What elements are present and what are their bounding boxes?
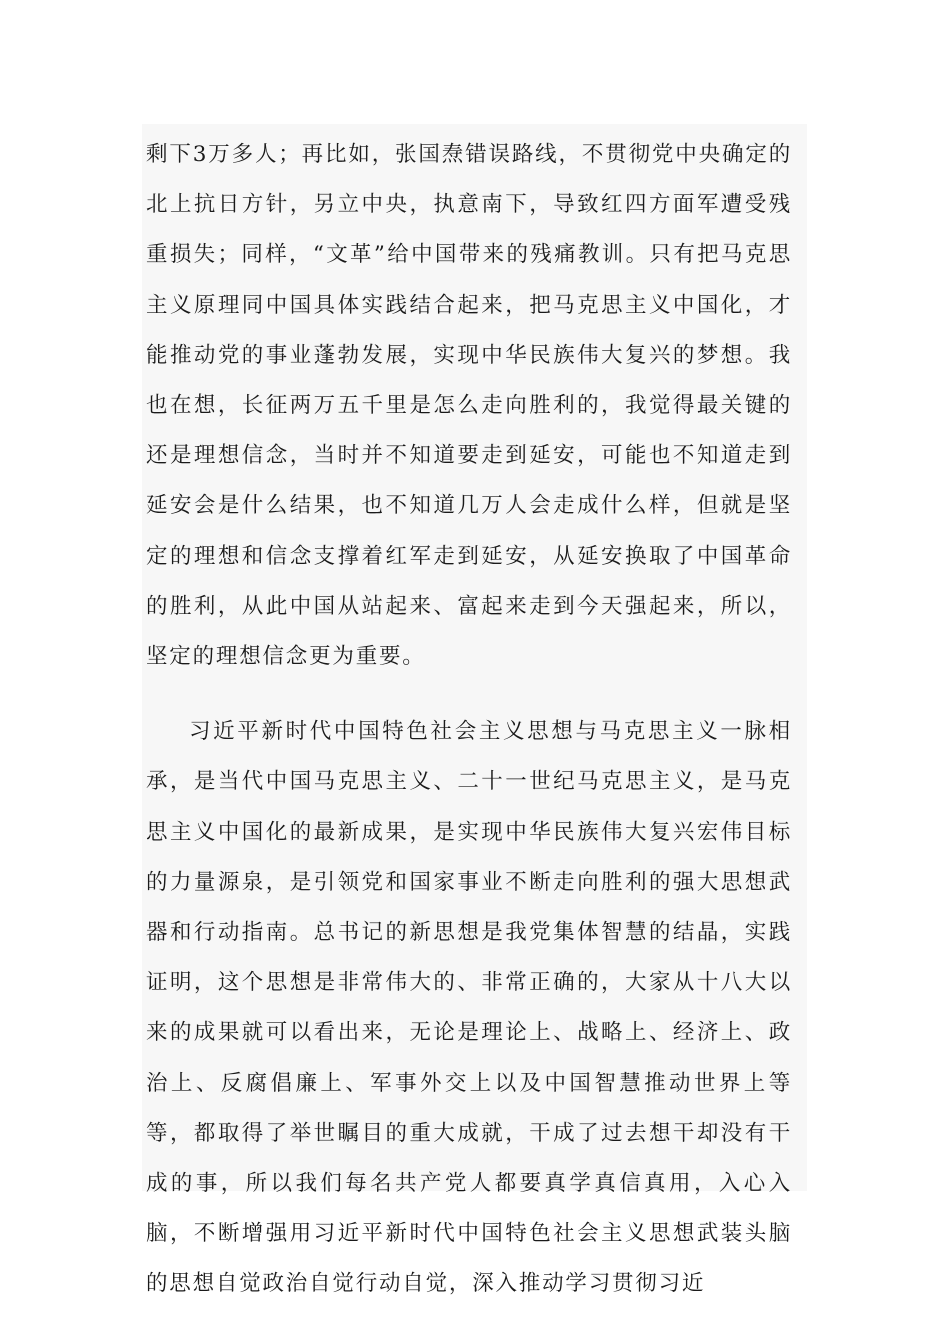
paragraph-continued: 剩下3万多人；再比如，张国焘错误路线，不贯彻党中央确定的北上抗日方针，另立中央，执意南下，导致红四方面军遭受残重损失；同样，“文革”给中国带来的残痛教训。只有把马克思主义原理同中国具体实践结合起来，把马克思主义中国化，才能推动党的事业蓬勃发展，实现中华民族伟大复兴的梦想。我也在想，长征两万五千里是怎么走向胜利的，我觉得最关键的还是理想信念，当时并不知道要走到延安，可能也不知道走到延安会是什么结果，也不知道几万人会走成什么样，但就是坚定的理想和信念支撑着红军走到延安，从延安换取了中国革命的胜利，从此中国从站起来、富起来走到今天强起来，所以，坚定的理想信念更为重要。: [146, 142, 792, 670]
document-text-block: [142, 124, 807, 1297]
paragraph: 习近平新时代中国特色社会主义思想与马克思主义一脉相承，是当代中国马克思主义、二十一世纪马克思主义，是马克思主义中国化的最新成果，是实现中华民族伟大复兴宏伟目标的力量源泉，是引领党和国家事业不断走向胜利的强大思想武器和行动指南。总书记的新思想是我党集体智慧的结晶，实践证明，这个思想是非常伟大的、非常正确的，大家从十八大以来的成果就可以看出来，无论是理论上、战略上、经济上、政治上、反腐倡廉上、军事外交上以及中国智慧推动世界上等等，都取得了举世瞩目的重大成就，干成了过去想干却没有干成的事，所以我们每名共产党人都要真学真信真用，入心入脑，不断增强用习近平新时代中国特色社会主义思想武装头脑的思想自觉政治自觉行动自觉，深入推动学习贯彻习近: [146, 719, 792, 1297]
